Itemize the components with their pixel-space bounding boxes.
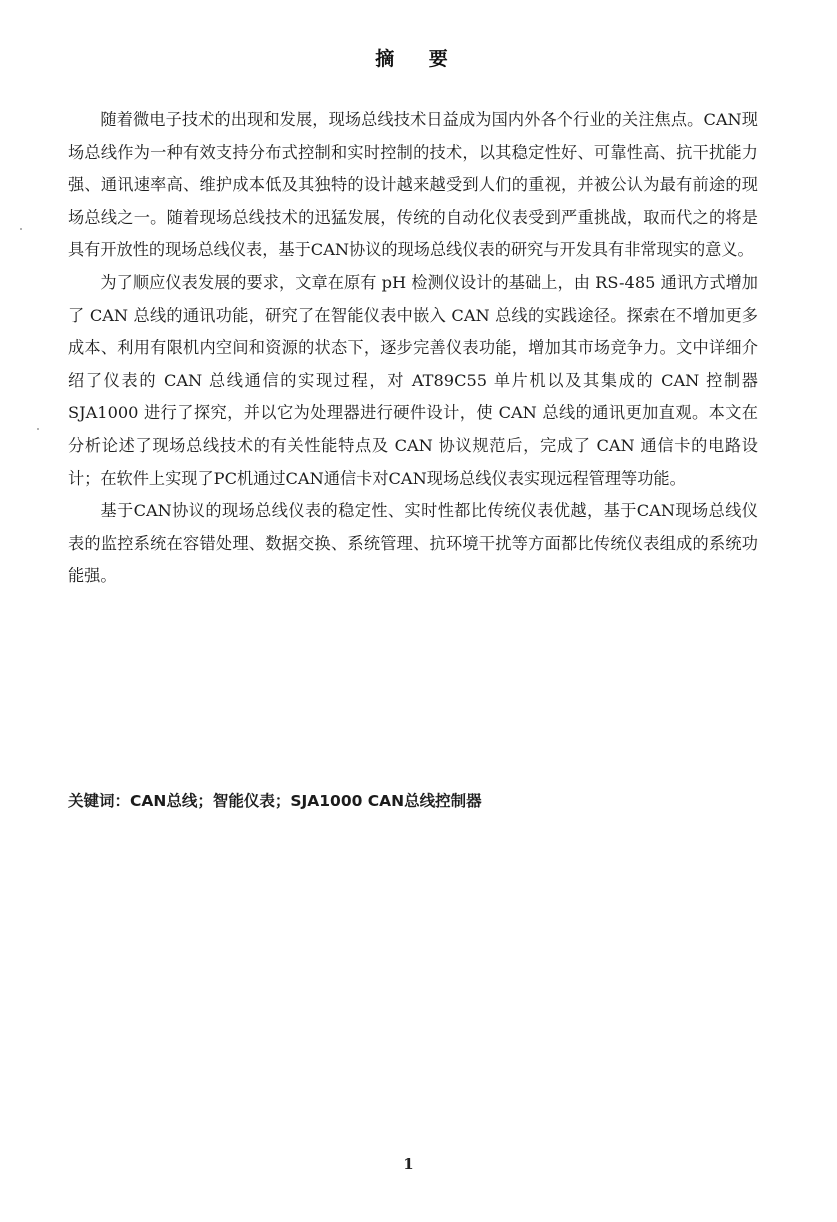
abstract-paragraph-3: 基于CAN协议的现场总线仪表的稳定性、实时性都比传统仪表优越，基于CAN现场总线仪表的监控系统在容错处理、数据交换、系统管理、抗环境干扰等方面都比传统仪表组成的系统功能强。 xyxy=(68,501,758,586)
abstract-body xyxy=(68,104,758,593)
abstract-title: 摘 要 xyxy=(375,48,462,70)
page-number: 1 xyxy=(403,1155,414,1173)
abstract-paragraph-2: 为了顺应仪表发展的要求，文章在原有 pH 检测仪设计的基础上，由 RS-485 通讯方式增加了 CAN 总线的通讯功能，研究了在智能仪表中嵌入 CAN 总线的实践途径。探索在不增加更多成本、利用有限机内空间和资源的状态下，逐步完善仪表功能，增加其市场竞争力。文中详细介绍了仪表的 CAN 总线通信的实现过程，对 AT89C55 单片机以及其集成的 CAN 控制器 SJA1000 进行了探究，并以它为处理器进行硬件设计，使 CAN 总线的通讯更加直观。本文在分析论述了现场总线技术的有关性能特点及 CAN 协议规范后，完成了 CAN 通信卡的电路设计；在软件上实现了PC机通过CAN通信卡对CAN现场总线仪表实现远程管理等功能。 xyxy=(68,272,758,488)
scan-speck xyxy=(20,228,22,230)
keywords-line: 关键词：CAN总线；智能仪表；SJA1000 CAN总线控制器 xyxy=(68,792,482,810)
abstract-paragraph-1: 随着微电子技术的出现和发展，现场总线技术日益成为国内外各个行业的关注焦点。CAN现场总线作为一种有效支持分布式控制和实时控制的技术，以其稳定性好、可靠性高、抗干扰能力强、通讯速率高、维护成本低及其独特的设计越来越受到人们的重视，并被公认为最有前途的现场总线之一。随着现场总线技术的迅猛发展，传统的自动化仪表受到严重挑战，取而代之的将是具有开放性的现场总线仪表，基于CAN协议的现场总线仪表的研究与开发具有非常现实的意义。 xyxy=(68,110,758,260)
scan-speck xyxy=(37,428,39,430)
